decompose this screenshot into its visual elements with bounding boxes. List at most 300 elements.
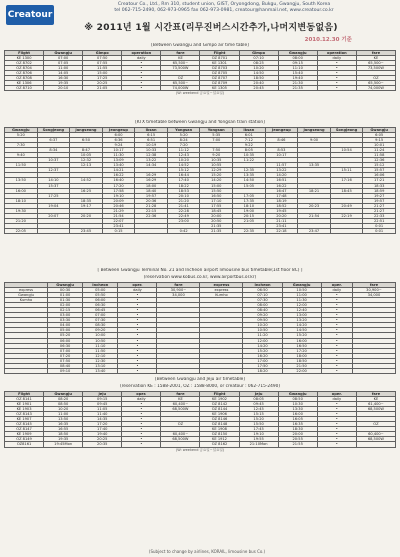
- jeju-cell: 19:40: [83, 432, 122, 437]
- gimpo-cell: •: [122, 66, 161, 71]
- jeju-cell: 18:50: [44, 432, 83, 437]
- ktx-cell: 8:24: [167, 138, 200, 143]
- ktx-cell: 16:06: [363, 173, 396, 178]
- gimpo-cell: 07:00: [44, 56, 83, 61]
- gimpo-cell: 10:20: [239, 66, 278, 71]
- bus-header-cell: fare: [157, 283, 200, 288]
- ktx-cell: 14:52: [70, 178, 103, 183]
- ktx-cell: 13:35: [298, 163, 331, 168]
- jeju-cell: 68,500W: [161, 407, 200, 412]
- ktx-cell: 6:36: [102, 138, 135, 143]
- ktx-cell: 16:47: [265, 188, 298, 193]
- jeju-cell: 09:45: [239, 402, 278, 407]
- jeju-cell: 10:30: [278, 402, 317, 407]
- ktx-cell: 9:00: [298, 138, 331, 143]
- jeju-cell: OZ 8144: [200, 407, 239, 412]
- ktx-header-cell: Jangseong: [70, 128, 103, 133]
- ktx-cell: 22:51: [363, 218, 396, 223]
- bus-cell: 05:50: [83, 293, 118, 298]
- bus-cell: •: [118, 293, 157, 298]
- ktx-cell: 20:07: [37, 213, 70, 218]
- gimpo-header-cell: Gimpo: [83, 51, 122, 56]
- ktx-cell: 12:35: [233, 168, 266, 173]
- bus-cell: 11:20: [243, 333, 282, 338]
- bus-cell: 34,000: [352, 293, 395, 298]
- bus-cell: 12:40: [282, 308, 321, 313]
- ktx-cell: 10:55: [200, 163, 233, 168]
- bus-cell: 02:00: [48, 303, 83, 308]
- bus-cell: 07:00: [83, 313, 118, 318]
- bus-cell: [200, 373, 243, 374]
- ktx-cell: 16:50: [200, 193, 233, 198]
- jeju-cell: 16:35: [44, 422, 83, 427]
- jeju-cell: KE 1902: [200, 397, 239, 402]
- gimpo-cell: 65,500~: [161, 81, 200, 86]
- ktx-cell: 13:22: [135, 158, 168, 163]
- jeju-cell: 09:15: [83, 397, 122, 402]
- ktx-cell: 21:20: [167, 198, 200, 203]
- ktx-cell: 22:28: [167, 208, 200, 213]
- jeju-cell: 60,400~: [161, 432, 200, 437]
- ktx-cell: 12:37: [37, 168, 70, 173]
- jeju-cell: 21:10Mon: [239, 442, 278, 447]
- table-row: [5, 442, 396, 447]
- bus-header-cell: express: [200, 283, 243, 288]
- jeju-cell: 17:40: [83, 427, 122, 432]
- gimpo-cell: •: [317, 86, 356, 91]
- jeju-cell: •: [317, 437, 356, 442]
- ktx-cell: 20:20: [70, 213, 103, 218]
- bus-timetable: [4, 282, 396, 374]
- ktx-cell: 16:44: [167, 173, 200, 178]
- bus-cell: [48, 373, 83, 374]
- gimpo-header-cell: Flight: [200, 51, 239, 56]
- bus-cell: 11:00: [282, 293, 321, 298]
- bus-cell: 13:10: [83, 363, 118, 368]
- ktx-cell: 12:43: [167, 153, 200, 158]
- gimpo-cell: 74,000W: [161, 86, 200, 91]
- gimpo-header-cell: fare: [161, 51, 200, 56]
- bus-cell: •: [321, 358, 352, 363]
- gimpo-header-cell: Gimpo: [239, 51, 278, 56]
- bus-cell: •: [118, 348, 157, 353]
- ktx-cell: 8:47: [70, 148, 103, 153]
- ktx-cell: 20:10: [167, 193, 200, 198]
- jeju-header-cell: fare: [161, 392, 200, 397]
- gimpo-cell: OZ: [161, 76, 200, 81]
- bus-cell: •: [321, 313, 352, 318]
- bus-cell: •: [118, 343, 157, 348]
- jeju-cell: 15:50: [239, 422, 278, 427]
- gimpo-cell: 07:50: [83, 56, 122, 61]
- gimpo-cell: 11:00: [44, 66, 83, 71]
- jeju-section: [4, 377, 396, 452]
- bus-cell: •: [321, 303, 352, 308]
- bus-cell: [157, 373, 200, 374]
- gimpo-cell: 14:05: [44, 71, 83, 76]
- bus-cell: 05:20: [48, 333, 83, 338]
- ktx-header-cell: Gwangju: [5, 128, 38, 133]
- gimpo-cell: KE: [161, 56, 200, 61]
- subject-to-change-note: (Subject to change by airlines, KORAIL, limousine bus Co.): [148, 549, 266, 554]
- ktx-cell: 15:00: [200, 183, 233, 188]
- ktx-cell: 22:33: [363, 213, 396, 218]
- bus-cell: 17:20: [282, 348, 321, 353]
- bus-cell: daily: [321, 288, 352, 293]
- ktx-cell: 18:00: [135, 183, 168, 188]
- jeju-caption: [Between Gwangju and Jeju air timetable]: [155, 377, 245, 382]
- ktx-cell: 23:45: [70, 228, 103, 233]
- ktx-cell: 20:49: [330, 203, 363, 208]
- ktx-header-cell: Songjeong: [330, 128, 363, 133]
- contact-info: [64, 2, 384, 14]
- bus-cell: •: [118, 303, 157, 308]
- ktx-cell: 5:20: [167, 133, 200, 138]
- jeju-cell: 19:45Mon: [44, 442, 83, 447]
- bus-cell: 06:50: [243, 288, 282, 293]
- ktx-cell: 8:53: [265, 148, 298, 153]
- ktx-cell: 21:20: [5, 218, 38, 223]
- ktx-cell: 22:49: [167, 213, 200, 218]
- gimpo-header-cell: Flight: [5, 51, 44, 56]
- jeju-cell: 16:00: [278, 412, 317, 417]
- gimpo-cell: 08:00: [278, 56, 317, 61]
- ktx-cell: 16:22: [265, 183, 298, 188]
- jeju-cell: 17:20: [83, 422, 122, 427]
- ktx-cell: 9:22: [233, 143, 266, 148]
- jeju-cell: 16:55: [44, 427, 83, 432]
- jeju-header-cell: Flight: [5, 392, 44, 397]
- bus-cell: •: [118, 328, 157, 333]
- ktx-cell: 14:20: [200, 178, 233, 183]
- gimpo-cell: 17:25: [83, 76, 122, 81]
- ktx-header-cell: Jeongeup: [102, 128, 135, 133]
- gimpo-cell: •: [122, 86, 161, 91]
- ktx-cell: 13:22: [265, 168, 298, 173]
- ktx-cell: 22:35: [233, 228, 266, 233]
- bus-cell: •: [118, 313, 157, 318]
- ktx-cell: 11:30: [102, 153, 135, 158]
- ktx-cell: 10:33: [135, 148, 168, 153]
- bus-cell: 10:50: [282, 288, 321, 293]
- jeju-cell: 14:35: [83, 417, 122, 422]
- ktx-cell: 18:53: [167, 188, 200, 193]
- bus-cell: 01:30: [48, 298, 83, 303]
- bus-cell: [243, 373, 282, 374]
- ktx-cell: 19:04: [37, 203, 70, 208]
- jeju-cell: KE: [161, 397, 200, 402]
- jeju-header-cell: oper.: [317, 392, 356, 397]
- bus-header-cell: oper.: [118, 283, 157, 288]
- jeju-cell: daily: [317, 397, 356, 402]
- ktx-header-cell: Jangseong: [298, 128, 331, 133]
- bus-cell: 16:20: [243, 353, 282, 358]
- gimpo-header-cell: fare: [356, 51, 395, 56]
- ktx-cell: 10:19: [135, 143, 168, 148]
- gimpo-cell: KE 1306: [5, 81, 44, 86]
- ktx-cell: 14:50: [233, 178, 266, 183]
- jeju-timetable: [4, 391, 396, 448]
- jeju-cell: KE 1903: [5, 407, 44, 412]
- ktx-cell: 14:34: [135, 163, 168, 168]
- jeju-cell: 16:05: [278, 417, 317, 422]
- ktx-cell: 0:01: [363, 223, 396, 228]
- ktx-cell: 0:42: [167, 228, 200, 233]
- bus-cell: 08:40: [243, 308, 282, 313]
- bus-header-cell: fare: [352, 283, 395, 288]
- gimpo-cell: •: [122, 76, 161, 81]
- ktx-cell: 7:12: [233, 138, 266, 143]
- gimpo-cell: 20:40: [239, 81, 278, 86]
- gimpo-cell: OZ 8709: [200, 81, 239, 86]
- bus-cell: 18:20: [243, 368, 282, 373]
- jeju-cell: •: [122, 407, 161, 412]
- ktx-cell: 10:17: [265, 153, 298, 158]
- bus-header-cell: Gwangju: [48, 283, 83, 288]
- ktx-cell: 17:48: [265, 193, 298, 198]
- jeju-cell: •: [317, 442, 356, 447]
- bus-cell: •: [118, 363, 157, 368]
- ktx-cell: 21:35: [200, 228, 233, 233]
- jeju-cell: 20:25: [83, 437, 122, 442]
- ktx-cell: 9:24: [102, 143, 135, 148]
- jeju-cell: daily: [122, 397, 161, 402]
- ktx-cell: 6:50: [70, 138, 103, 143]
- jeju-cell: 18:30: [278, 427, 317, 432]
- ktx-cell: 11:50: [5, 163, 38, 168]
- ktx-cell: 21:05: [233, 218, 266, 223]
- ktx-header-cell: Gwangju: [363, 128, 396, 133]
- bus-cell: [352, 373, 395, 374]
- bus-cell: •: [321, 323, 352, 328]
- bus-cell: 05:00: [48, 328, 83, 333]
- bus-cell: 12:10: [83, 353, 118, 358]
- bus-cell: 34,000: [157, 293, 200, 298]
- gimpo-header-cell: operation: [122, 51, 161, 56]
- gimpo-header-cell: Gwangju: [278, 51, 317, 56]
- ktx-header-cell: Iksan: [233, 128, 266, 133]
- jeju-cell: OZ 8149: [5, 437, 44, 442]
- bus-cell: 01:00: [48, 293, 83, 298]
- ktx-cell: 22:19: [330, 213, 363, 218]
- jeju-cell: [161, 442, 200, 447]
- bus-cell: 07:00: [48, 348, 83, 353]
- ktx-cell: 21:27: [363, 203, 396, 208]
- ktx-cell: 6:05: [363, 133, 396, 138]
- bus-cell: •: [321, 308, 352, 313]
- ktx-cell: 18:19: [265, 198, 298, 203]
- ktx-cell: 18:45: [330, 188, 363, 193]
- ktx-cell: 17:21: [363, 178, 396, 183]
- bus-cell: 09:20: [243, 313, 282, 318]
- jeju-cell: KE 1912: [200, 437, 239, 442]
- ktx-cell: 21:27: [363, 208, 396, 213]
- bus-cell: 10:50: [83, 338, 118, 343]
- ktx-header-cell: Yongsan: [200, 128, 233, 133]
- ktx-cell: 17:20: [102, 183, 135, 188]
- bus-cell: 30,900~: [352, 288, 395, 293]
- bus-cell: 08:30: [83, 323, 118, 328]
- ktx-section: [4, 120, 396, 267]
- contact-line1: Creatour Co., Ltd., Rm 310, student union, GIST, Oryongdong, Bukgu, Gwangju, South Korea: [117, 2, 331, 7]
- ktx-cell: 10:05: [70, 153, 103, 158]
- ktx-cell: 21:41: [167, 203, 200, 208]
- jeju-cell: OZ 8146: [200, 417, 239, 422]
- ktx-cell: 14:10: [37, 178, 70, 183]
- ktx-cell: 14:21: [102, 168, 135, 173]
- date-stamp: 2010.12.30 기준: [304, 37, 352, 43]
- gimpo-cell: OZ 8704: [5, 66, 44, 71]
- bus-cell: Kumho: [5, 298, 48, 303]
- gimpo-caption: [Between Gwangju and Gimpo air time table]: [151, 43, 249, 48]
- bus-cell: •: [118, 298, 157, 303]
- ktx-cell: 20:23: [298, 203, 331, 208]
- jeju-cell: 13:30: [278, 407, 317, 412]
- bus-cell: •: [118, 333, 157, 338]
- ktx-cell: 16:22: [102, 173, 135, 178]
- gimpo-section: [4, 43, 396, 111]
- gimpo-cell: 14:50: [239, 71, 278, 76]
- jeju-cell: •: [122, 442, 161, 447]
- bus-cell: 09:50: [243, 318, 282, 323]
- ktx-cell: 10:20: [167, 158, 200, 163]
- ktx-cell: 20:46: [102, 203, 135, 208]
- ktx-cell: 18:10: [233, 203, 266, 208]
- bus-cell: •: [321, 333, 352, 338]
- bus-cell: 06:30: [48, 343, 83, 348]
- ktx-cell: 22:18: [265, 228, 298, 233]
- jeju-cell: 61,400~: [356, 402, 395, 407]
- gimpo-cell: 11:55: [83, 66, 122, 71]
- bus-cell: 11:50: [83, 348, 118, 353]
- ktx-cell: 21:54: [102, 213, 135, 218]
- bus-cell: •: [321, 353, 352, 358]
- gimpo-cell: 20:45: [239, 86, 278, 91]
- bus-cell: express: [5, 288, 48, 293]
- jeju-cell: OZ 8145: [5, 422, 44, 427]
- bus-cell: 13:20: [282, 318, 321, 323]
- gimpo-timetable: [4, 50, 396, 91]
- ktx-cell: 23:41: [265, 223, 298, 228]
- jeju-cell: 16:35: [278, 422, 317, 427]
- bus-cell: •: [321, 328, 352, 333]
- ktx-cell: 22:07: [102, 218, 135, 223]
- jeju-cell: OZ8161: [5, 442, 44, 447]
- ktx-cell: 19:17: [70, 203, 103, 208]
- ktx-cell: 20:09: [102, 198, 135, 203]
- gimpo-cell: 15:40: [278, 71, 317, 76]
- jeju-header-cell: fare: [356, 392, 395, 397]
- ktx-cell: 6:51: [135, 138, 168, 143]
- table-row: [5, 373, 396, 374]
- gimpo-cell: OZ 8703: [200, 66, 239, 71]
- ktx-cell: 17:16: [330, 178, 363, 183]
- ktx-cell: 18:40: [135, 188, 168, 193]
- gimpo-cell: 16:30: [44, 76, 83, 81]
- ktx-cell: [135, 228, 168, 233]
- ktx-cell: 11:58: [363, 153, 396, 158]
- ktx-cell: 18:52: [265, 203, 298, 208]
- jeju-cell: OZ 8141: [5, 397, 44, 402]
- ktx-cell: 20:36: [135, 198, 168, 203]
- bus-cell: 12:00: [282, 303, 321, 308]
- bus-cell: 14:50: [282, 328, 321, 333]
- bus-cell: •: [321, 343, 352, 348]
- bus-cell: •: [118, 353, 157, 358]
- bus-cell: 03:30: [48, 318, 83, 323]
- ktx-timetable: [4, 127, 396, 234]
- gimpo-cell: •: [122, 61, 161, 66]
- bus-cell: 17:50: [243, 363, 282, 368]
- ktx-cell: 10:37: [37, 158, 70, 163]
- ktx-cell: 18:21: [298, 188, 331, 193]
- ktx-cell: 6:00: [102, 133, 135, 138]
- bus-cell: •: [321, 363, 352, 368]
- gimpo-cell: •: [122, 81, 161, 86]
- ktx-cell: 16:51: [265, 178, 298, 183]
- bus-cell: 12:00: [243, 338, 282, 343]
- ktx-cell: 19:45: [265, 208, 298, 213]
- ktx-cell: 20:00: [200, 213, 233, 218]
- jeju-cell: 21:55: [278, 442, 317, 447]
- gimpo-cell: OZ 8710: [5, 86, 44, 91]
- gimpo-cell: •: [317, 76, 356, 81]
- gimpo-cell: 15:00: [83, 71, 122, 76]
- bus-cell: 17:00: [243, 358, 282, 363]
- ktx-cell: 23:00: [167, 218, 200, 223]
- bus-cell: [282, 373, 321, 374]
- jeju-cell: OZ: [356, 422, 395, 427]
- bus-cell: [83, 373, 118, 374]
- jeju-cell: 11:05: [83, 407, 122, 412]
- ktx-cell: 13:35: [233, 173, 266, 178]
- jeju-cell: 08:50: [278, 397, 317, 402]
- jeju-cell: KE 1909: [5, 432, 44, 437]
- ktx-cell: 15:12: [167, 168, 200, 173]
- ktx-cell: 12:36: [363, 158, 396, 163]
- bus-cell: •: [321, 293, 352, 298]
- ktx-cell: 16:25: [70, 188, 103, 193]
- ktx-cell: 8:46: [265, 138, 298, 143]
- bus-cell: 14:20: [243, 343, 282, 348]
- gimpo-cell: OZ 8707: [200, 76, 239, 81]
- ktx-cell: 11:12: [167, 148, 200, 153]
- bus-cell: 12:30: [83, 358, 118, 363]
- ktx-cell: 0:01: [363, 228, 396, 233]
- bus-cell: 06:00: [48, 338, 83, 343]
- jeju-cell: 09:45: [83, 402, 122, 407]
- bus-cell: 15:20: [282, 333, 321, 338]
- jeju-cell: OZ 8150: [200, 432, 239, 437]
- bus-reservation: (reservation www.kobus.co.kr, www.airportbus.or.kr): [143, 275, 257, 280]
- bus-cell: •: [321, 348, 352, 353]
- gimpo-cell: 20:25: [83, 81, 122, 86]
- ktx-cell: 6:01: [233, 133, 266, 138]
- bus-cell: 13:40: [83, 368, 118, 373]
- bus-cell: 06:30: [83, 303, 118, 308]
- jeju-weekend-note: (W: weekend 금요일~일요일): [175, 447, 225, 452]
- bus-header-cell: oper.: [321, 283, 352, 288]
- gimpo-header-cell: Gwangju: [44, 51, 83, 56]
- gimpo-weekend-note: (W: weekend 금요일~일요일): [175, 91, 225, 96]
- ktx-cell: 8:05: [233, 148, 266, 153]
- bus-cell: •: [321, 318, 352, 323]
- jeju-cell: 68,500W: [356, 437, 395, 442]
- ktx-cell: 20:20: [265, 213, 298, 218]
- bus-cell: •: [118, 358, 157, 363]
- ktx-cell: 21:11: [265, 218, 298, 223]
- bus-cell: [321, 373, 352, 374]
